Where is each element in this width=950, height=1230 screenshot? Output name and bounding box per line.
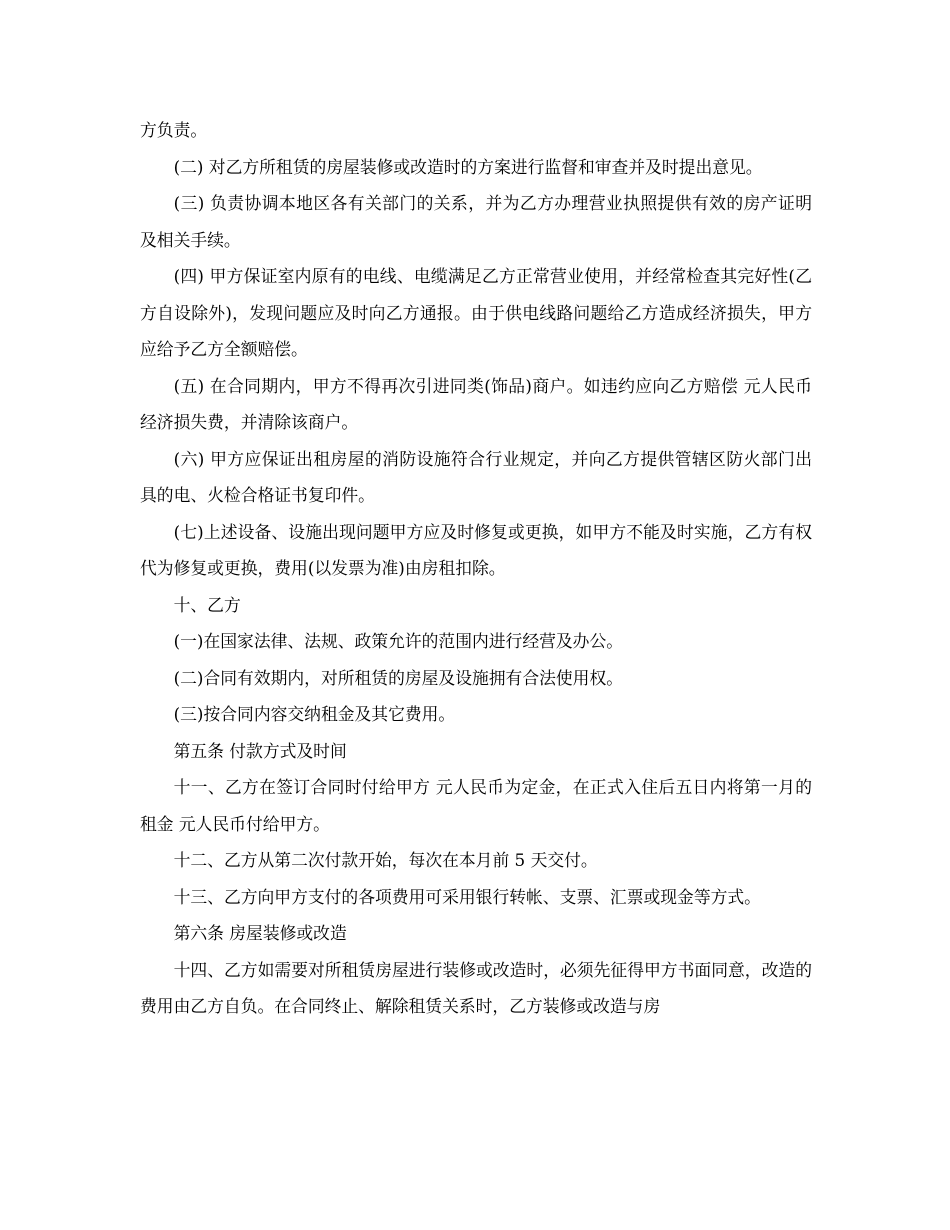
paragraph-clause-3: (三) 负责协调本地区各有关部门的关系，并为乙方办理营业执照提供有效的房产证明及相关手续。 [140,193,812,250]
paragraph-clause-2: (二) 对乙方所租赁的房屋装修或改造时的方案进行监督和审查并及时提出意见。 [173,156,763,177]
paragraph-clause-4: (四) 甲方保证室内原有的电线、电缆满足乙方正常营业使用，并经常检查其完好性(乙方自设除外)，发现问题应及时向乙方通报。由于供电线路问题给乙方造成经济损失，甲方应给予乙方全额赔偿。 [140,266,812,359]
paragraph-party-b-1: (一)在国家法律、法规、政策允许的范围内进行经营及办公。 [173,631,624,651]
paragraph-clause-5: (五) 在合同期内，甲方不得再次引进同类(饰品)商户。如违约应向乙方赔偿 元人民币经济损失费，并清除该商户。 [140,375,812,432]
paragraph-clause-7: (七)上述设备、设施出现问题甲方应及时修复或更换，如甲方不能及时实施，乙方有权代为修复或更换，费用(以发票为准)由房租扣除。 [140,521,812,578]
section-heading-party-b: 十、乙方 [173,594,241,615]
paragraph-party-b-3: (三)按合同内容交纳租金及其它费用。 [173,704,456,724]
paragraph-item-14: 十四、乙方如需要对所租赁房屋进行装修或改造时，必须先征得甲方书面同意，改造的费用由乙方自负。在合同终止、解除租赁关系时，乙方装修或改造与房 [140,959,812,1016]
paragraph-item-13: 十三、乙方向甲方支付的各项费用可采用银行转帐、支票、汇票或现金等方式。 [173,886,761,907]
article-heading-6: 第六条 房屋装修或改造 [173,923,347,943]
document-body [140,112,812,1025]
article-heading-5: 第五条 付款方式及时间 [173,740,347,761]
paragraph-clause-6: (六) 甲方应保证出租房屋的消防设施符合行业规定，并向乙方提供管辖区防火部门出具的电、火检合格证书复印件。 [140,448,812,505]
paragraph-party-b-2: (二)合同有效期内，对所租赁的房屋及设施拥有合法使用权。 [173,667,624,688]
paragraph-continuation: 方负责。 [140,120,208,140]
paragraph-item-11: 十一、乙方在签订合同时付给甲方 元人民币为定金，在正式入住后五日内将第一月的租金 元人民币付给甲方。 [140,777,812,834]
paragraph-item-12: 十二、乙方从第二次付款开始，每次在本月前 5 天交付。 [173,850,598,870]
